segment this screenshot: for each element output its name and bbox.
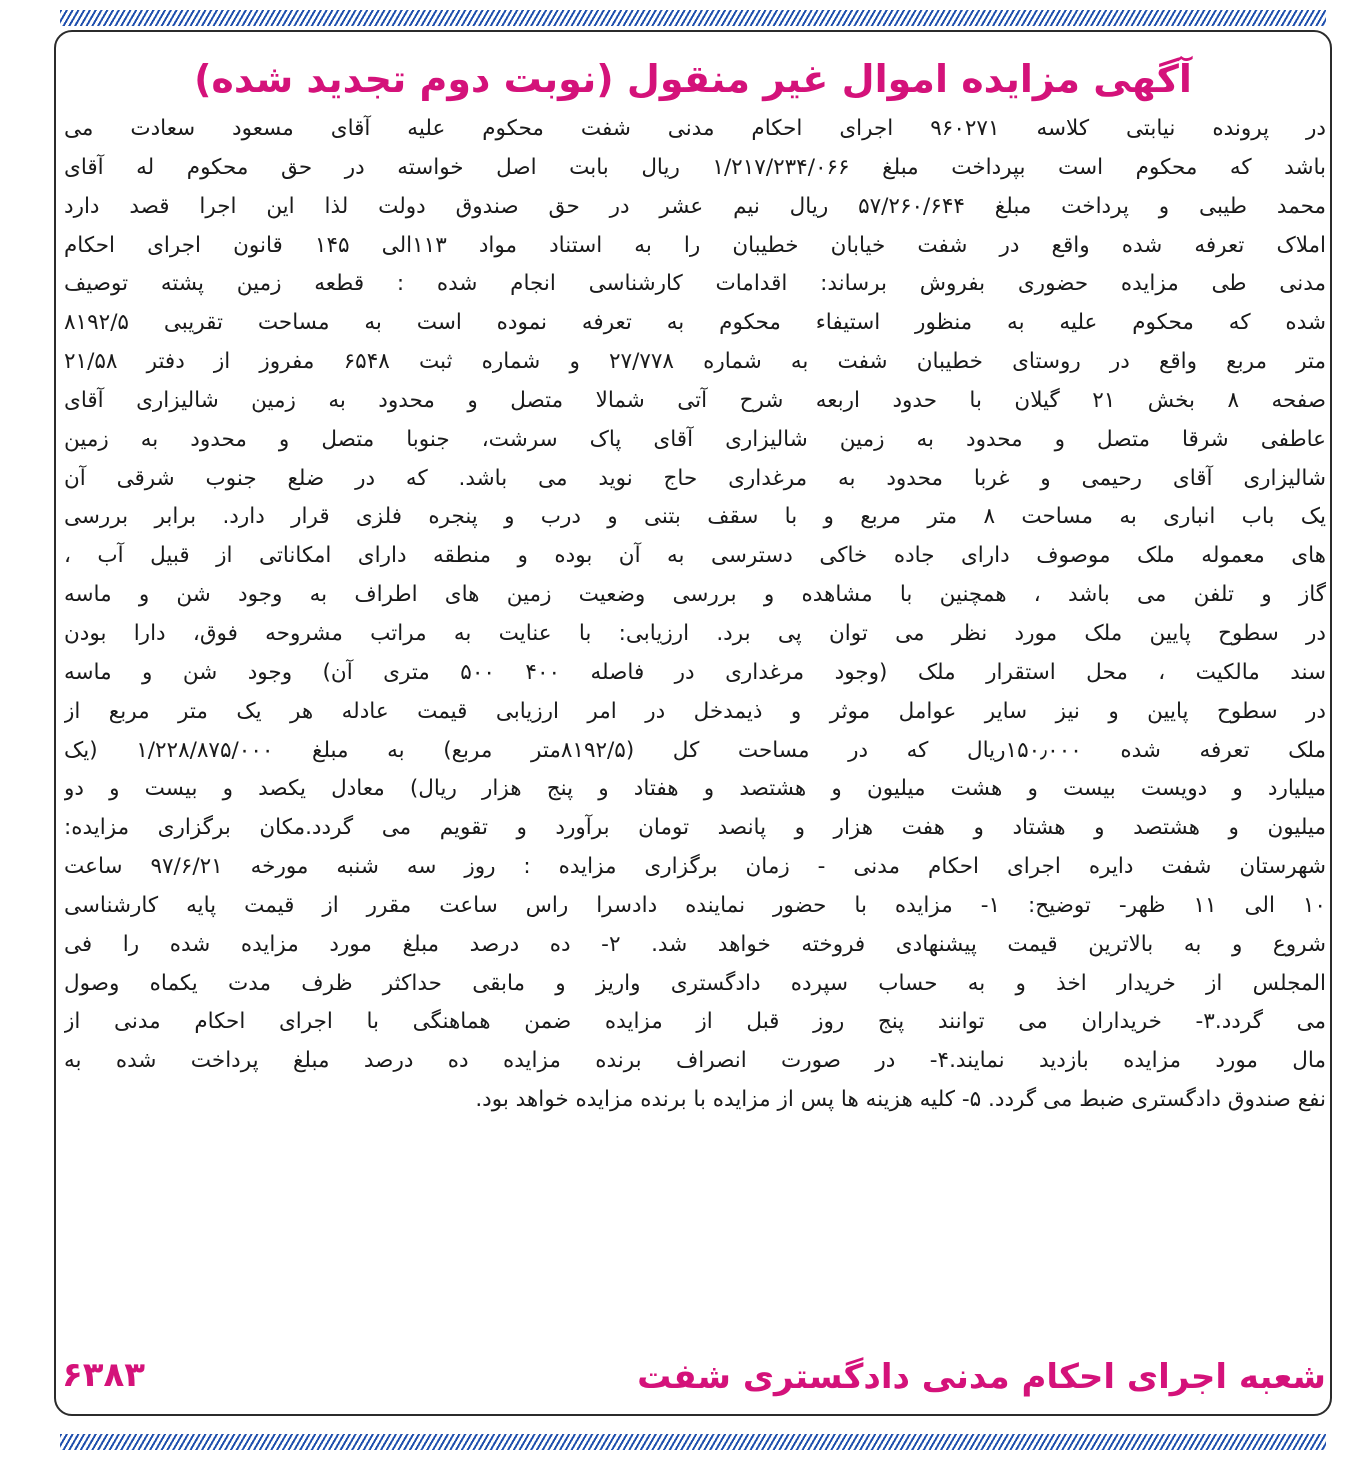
body-line: ملک تعرفه شده ۱۵۰٫۰۰۰ریال که در مساحت کل (۸۱۹۲/۵متر مربع) به مبلغ ۱/۲۲۸/۸۷۵/۰۰۰ (یک <box>64 737 1326 763</box>
body-line: در سطوح پایین و نیز سایر عوامل موثر و ذیمدخل در امر ارزیابی قیمت عادله هر یک متر مربع از <box>64 698 1326 724</box>
bottom-decorative-border <box>60 1434 1326 1450</box>
body-line: می گردد.۳- خریداران می توانند پنج روز قبل از مزایده ضمن هماهنگی با اجرای احکام مدنی از <box>64 1009 1326 1035</box>
body-line: مدنی طی مزایده حضوری بفروش برساند: اقدامات کارشناسی انجام شده : قطعه زمین پشته توصیف <box>64 271 1326 297</box>
body-line: صفحه ۸ بخش ۲۱ گیلان با حدود اربعه شرح آتی شمالا متصل و محدود به زمین شالیزاری آقای <box>64 387 1326 413</box>
body-line: عاطفی شرقا متصل و محدود به زمین شالیزاری آقای پاک سرشت، جنوبا متصل و محدود به زمین <box>64 426 1326 452</box>
body-line: گاز و تلفن می باشد ، همچنین با مشاهده و بررسی وضعیت زمین های اطراف به وجود شن و ماسه <box>64 582 1326 608</box>
notice-code: ۶۳۸۳ <box>62 1355 146 1395</box>
body-line: سند مالکیت ، محل استقرار ملک (وجود مرغداری در فاصله ۴۰۰ ۵۰۰ متری آن) وجود شن و ماسه <box>64 659 1326 685</box>
body-line: محمد طیبی و پرداخت مبلغ ۵۷/۲۶۰/۶۴۴ ریال نیم عشر در حق صندوق دولت لذا این اجرا قصد دارد <box>64 193 1326 219</box>
body-line: شروع و به بالاترین قیمت پیشنهادی فروخته خواهد شد. ۲- ده درصد مبلغ مورد مزایده شده را فی <box>64 931 1326 957</box>
top-decorative-border <box>60 10 1326 26</box>
body-line: املاک تعرفه شده واقع در شفت خیابان خطیبان را به استناد مواد ۱۱۳الی ۱۴۵ قانون اجرای احکام <box>64 232 1326 258</box>
body-line: المجلس از خریدار اخذ و به حساب سپرده دادگستری واریز و مابقی حداکثر ظرف مدت یکماه وصول <box>64 970 1326 996</box>
body-line: باشد که محکوم است بپرداخت مبلغ ۱/۲۱۷/۲۳۴/۰۶۶ ریال بابت اصل خواسته در حق محکوم له آقای <box>64 154 1326 180</box>
body-line: نفع صندوق دادگستری ضبط می گردد. ۵- کلیه هزینه ها پس از مزایده با برنده مزایده خواهد بود. <box>475 1087 1326 1113</box>
body-line: یک باب انباری به مساحت ۸ متر مربع و با سقف بتنی و درب و پنجره فلزی قرار دارد. برابر بررسی <box>64 504 1326 530</box>
body-line: شهرستان شفت دایره اجرای احکام مدنی - زمان برگزاری مزایده : روز سه شنبه مورخه ۹۷/۶/۲۱ ساعت <box>64 854 1326 880</box>
body-line: در پرونده نیابتی کلاسه ۹۶۰۲۷۱ اجرای احکام مدنی شفت محکوم علیه آقای مسعود سعادت می <box>64 116 1326 141</box>
notice-body <box>64 110 1326 1120</box>
body-line: شالیزاری آقای رحیمی و غربا محدود به مرغداری حاج نوید می باشد. که در ضلع جنوب شرقی آن <box>64 465 1326 491</box>
body-line: متر مربع واقع در روستای خطیبان شفت به شماره ۲۷/۷۷۸ و شماره ثبت ۶۵۴۸ مفروز از دفتر ۲۱/۵۸ <box>64 349 1326 375</box>
notice-title: آگهی مزایده اموال غیر منقول (نوبت دوم تجدید شده) <box>194 57 1192 101</box>
body-line: شده که محکوم علیه به منظور استیفاء محکوم به تعرفه نموده است به مساحت تقریبی ۸۱۹۲/۵ <box>64 310 1326 336</box>
body-line: های معموله ملک موصوف دارای جاده خاکی دسترسی به آن بوده و منطقه دارای امکاناتی از قبیل آب ، <box>64 543 1326 569</box>
body-line: ۱۰ الی ۱۱ ظهر- توضیح: ۱- مزایده با حضور نماینده دادسرا راس ساعت مقرر از قیمت پایه کارشناسی <box>64 892 1326 918</box>
issuer-signature: شعبه اجرای احکام مدنی دادگستری شفت <box>637 1357 1326 1397</box>
body-line: میلیارد و دویست بیست و هشت میلیون و هشتصد و هفتاد و پنج هزار ریال) معادل یکصد و بیست و دو <box>64 776 1326 802</box>
body-line: مال مورد مزایده بازدید نمایند.۴- در صورت انصراف برنده مزایده ده درصد مبلغ پرداخت شده به <box>64 1048 1326 1074</box>
body-line: میلیون و هشتصد و هشتاد و هفت هزار و پانصد تومان برآورد و تقویم می گردد.مکان برگزاری مزایده: <box>64 815 1326 841</box>
body-line: در سطوح پایین ملک مورد نظر می توان پی برد. ارزیابی: با عنایت به مراتب مشروحه فوق، دارا بودن <box>64 620 1326 646</box>
